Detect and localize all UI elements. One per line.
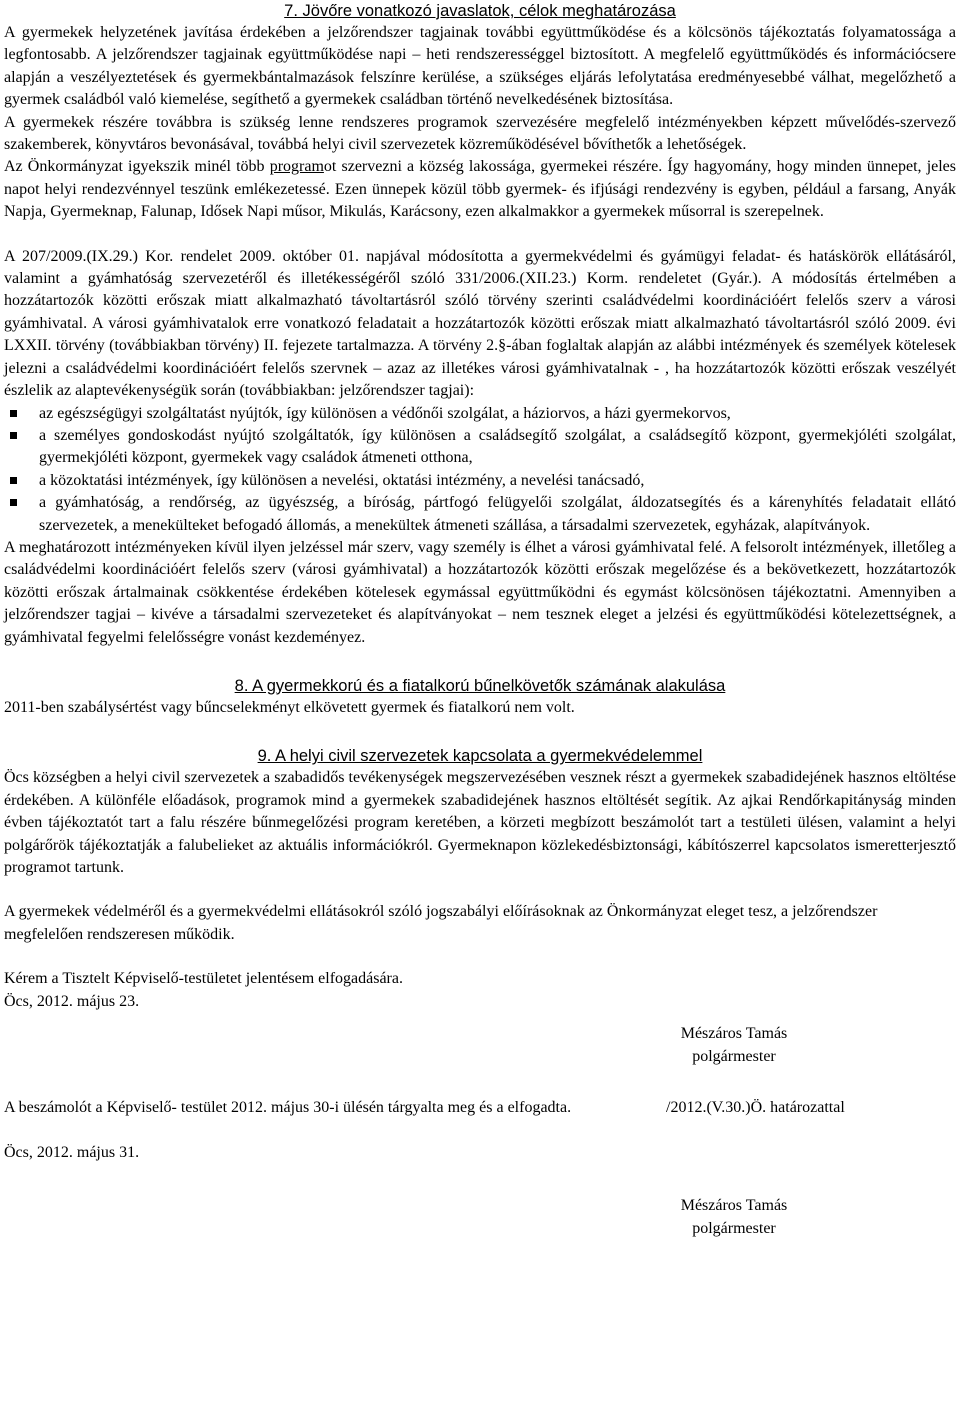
square-bullet-icon [10,499,17,506]
list-item: az egészségügyi szolgáltatást nyújtók, így különösen a védőnői szolgálat, a háziorvos, a házi gyermekorvos, [4,403,956,425]
list-item: a közoktatási intézmények, így különösen a nevelési, oktatási intézmény, a nevelési tanácsadó, [4,470,956,492]
member-list [4,403,956,537]
para3-start: Az Önkormányzat igyekszik minél több [4,158,270,176]
para3-underlined-word: program [269,158,324,176]
signature-block-1 [4,1023,956,1079]
signer-title-2: polgármester [692,1220,776,1238]
closing-request: Kérem a Tisztelt Képviselő-testületet jelentésem elfogadására. [4,970,403,988]
acceptance-block [4,1097,956,1167]
document-page [4,0,956,1251]
closing-summary: A gyermekek védelméről és a gyermekvédelmi ellátásokról szóló jogszabályi előírásoknak az Önkormányzat eleget tesz, a jelzőrendszer megfelelően rendszeresen működik. [4,903,878,943]
section-9-text: Öcs községben a helyi civil szervezetek a szabadidős tevékenységek megszervezésében vesznek részt a gyermekek szabadidejének hasznos eltöltése érdekében. A különféle előadások, programok mind a gyermekek szabadidejének hasznos eltöltését segítik. Az ajkai Rendőrkapitányság minden évben tájékoztatót tart a falu részére bűnmegelőzési program keretében, a körzeti megbízott beszámolót tart a testületi ülésen, valamint a helyi polgárőrök tájékoztatják a falubelieket az aktuális információkról. Gyermeknapon közlekedésbiztonsági, kábítószerrel kapcsolatos ismeretterjesztő programot tartunk. [4,769,956,876]
square-bullet-icon [10,477,17,484]
square-bullet-icon [10,410,17,417]
section-7-paragraph-4: A 207/2009.(IX.29.) Kor. rendelet 2009. október 01. napjával módosította a gyermekvédelmi és gyámügyi feladat- és hatáskörök ellátásáról, valamint a gyámhatóság szervezetéről és illetékességéről szóló 331/2006.(XII.23.) Korm. rendeletet (Gyár.). A módosítás értelmében a hozzátartozók közötti erőszak miatt alkalmazható távoltartásról szóló törvény szerinti családvédelmi koordinációért felelős szerv a városi gyámhivatal. A városi gyámhivatalok erre vonatkozó feladatait a hozzátartozók közötti erőszak miatt alkalmazható távoltartásról szóló 2009. évi LXXII. törvény (továbbiakban törvény) II. fejezete tartalmazza. A törvény 2.§-ában foglaltak alapján az alábbi intézmények és személyek kötelesek jelezni a családvédelmi koordinációért felelős szervnek – azaz az illetékes városi gyámhivatalnak - , ha hozzátartozók közötti erőszak veszélyét észlelik az alaptevékenységük során (továbbiakban: jelzőrendszer tagjai): [4,247,956,400]
place-date-1: Öcs, 2012. május 23. [4,992,140,1010]
place-date-2: Öcs, 2012. május 31. [4,1144,140,1162]
section-7-paragraph-1: A gyermekek helyzetének javítása érdekében a jelzőrendszer tagjainak további együttműködése és a kölcsönös tájékoztatás folyamatossága a legfontosabb. A jelzőrendszer tagjainak együttműködése napi – heti rendszerességgel biztosított. A megfelelő együttműködés és információcsere alapján a veszélyeztetések és gyermekbántalmazások felszínre kerülése, a szükséges eljárás lefolytatása eredményesebbé válhat, megelőzhető a gyermek családból való kiemelése, segíthető a gyermekek családban történő nevelkedésének biztosítása. [4,24,956,109]
signer-title-1: polgármester [692,1048,776,1066]
section-7-paragraph-2: A gyermekek részére továbbra is szükség lenne rendszeres programok szervezésére megfelelő intézményekben képzett művelődés-szervező szakemberek, könyvtáros bevonásával, továbbá helyi civil szervezetek közreműködésével bővíthetők a lehetőségek. [4,113,956,154]
section-7-title: 7. Jövőre vonatkozó javaslatok, célok meghatározása [284,2,676,20]
section-7-paragraph-5: A meghatározott intézményeken kívül ilyen jelzéssel már szerv, vagy személy is élhet a városi gyámhivatal felé. A felsorolt intézmények, illetőleg a családvédelmi koordinációért felelős szerv (városi gyámhivatal) a hozzátartozók közötti erőszak megelőzése és a bekövetkezett, hozzátartozók közötti erőszak ártalmainak csökkentése érdekében kötelesek egymással együttműködni és egymást kölcsönösen tájékoztatni. Amennyiben a jelzőrendszer tagjai – kivéve a társadalmi szervezeteket és alapítványokat – nem tesznek eleget a jelzési és együttműködési kötelezettségnek, a gyámhivatal fegyelmi felelősségre vonást kezdeményez. [4,538,956,646]
resolution-number: /2012.(V.30.)Ö. határozattal [666,1099,845,1117]
signature-block-2 [4,1195,956,1251]
section-8-text: 2011-ben szabálysértést vagy bűncselekményt elkövetett gyermek és fiatalkorú nem volt. [4,698,575,716]
section-8-title: 8. A gyermekkorú és a fiatalkorú bűnelkövetők számának alakulása [234,676,726,695]
list-item: a személyes gondoskodást nyújtó szolgáltatók, így különösen a családsegítő szolgálat, a családsegítő központ, gyermekjóléti szolgálat, gyermekjóléti központ, gyermekek vagy családok átmeneti otthona, [4,425,956,470]
signer-name-2: Mészáros Tamás [680,1197,788,1215]
section-7-paragraph-3 [4,156,956,223]
section-9-title: 9. A helyi civil szervezetek kapcsolata a gyermekvédelemmel [257,747,703,766]
list-item: a gyámhatóság, a rendőrség, az ügyészség, a bíróság, pártfogó felügyelői szolgálat, áldozatsegítés és a kárenyhítés feladatait ellátó szervezetek, a menekülteket befogadó állomás, a menekültek átmeneti szállása, a társadalmi szervezetek, egyházak, alapítványok. [4,492,956,537]
para3-rest: ot szervezni a község lakossága, gyermekei részére. Így hagyomány, hogy minden ünnepet, jeles napot helyi rendezvénnyel teszünk emlékezetessé. Ezen ünnepek közül több gyermek- és ifjúsági rendezvény is egyben, például a farsang, Anyák Napja, Gyermeknap, Falunap, Idősek Napi műsor, Mikulás, Karácsony, ezen alkalmakkor a gyermekek műsorral is szerepelnek. [4,158,957,221]
acceptance-text: A beszámolót a Képviselő- testület 2012. május 30-i ülésén tárgyalta meg és a elfogadta. [4,1099,572,1117]
signer-name-1: Mészáros Tamás [680,1025,788,1043]
square-bullet-icon [10,432,17,439]
